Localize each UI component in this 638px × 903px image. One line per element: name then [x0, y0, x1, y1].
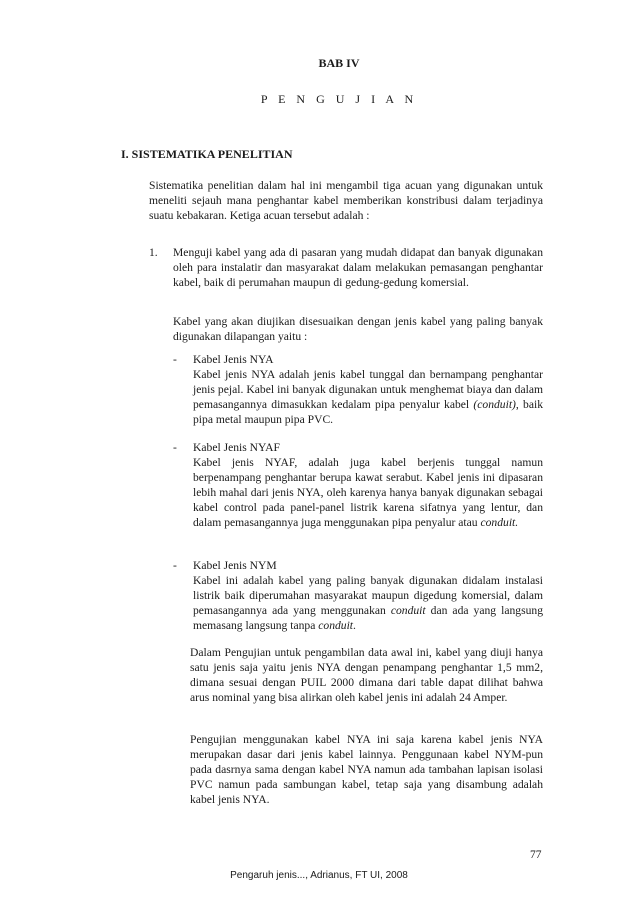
cable-title: Kabel Jenis NYA: [193, 353, 274, 366]
test-paragraph: Dalam Pengujian untuk pengambilan data awal ini, kabel yang diuji hanya satu jenis saja yaitu jenis NYA dengan penampang penghantar 1,5 mm2, dimana sesuai dengan PUIL 2000 dimana dari table dapat dilihat bahwa arus nominal yang bisa alirkan oleh kabel jenis ini adalah 24 Amper.: [190, 646, 543, 704]
cable-item-nym: [193, 558, 543, 633]
list-dash: -: [173, 441, 177, 454]
cable-description: Kabel jenis NYA adalah jenis kabel tunggal dan bernampang penghantar jenis pejal. Kabel ini banyak digunakan untuk menghemat biaya dan dalam pemasangannya dimasukkan kedalam pipa penyalur kabel (conduit), baik pipa metal maupun pipa PVC.: [193, 368, 544, 426]
cable-item-nyaf: [193, 440, 543, 530]
page-footer: Pengaruh jenis..., Adrianus, FT UI, 2008: [230, 870, 408, 881]
page-number: 77: [530, 849, 542, 861]
item-number: 1.: [149, 246, 158, 259]
section-title: I. SISTEMATIKA PENELITIAN: [121, 147, 293, 161]
intro-paragraph: Sistematika penelitian dalam hal ini mengambil tiga acuan yang digunakan untuk meneliti sejauh mana penghantar kabel memberikan konstribusi dalam terjadinya suatu kebakaran. Ketiga acuan tersebut adalah :: [149, 179, 543, 222]
item-text-continued: Kabel yang akan diujikan disesuaikan dengan jenis kabel yang paling banyak digunakan dilapangan yaitu :: [173, 315, 543, 343]
list-dash: -: [173, 353, 177, 366]
item-text: Menguji kabel yang ada di pasaran yang mudah didapat dan banyak digunakan oleh para instalatir dan masyarakat dalam melakukan pemasangan penghantar kabel, baik di perumahan maupun di gedung-gedung komersial.: [173, 246, 543, 289]
cable-description: Kabel jenis NYAF, adalah juga kabel berjenis tunggal namun berpenampang penghantar berupa kawat serabut. Kabel jenis ini dipasaran lebih mahal dari jenis NYA, oleh karenya hanya banyak digunakan sebagai kabel control pada panel-panel listrik karena sifatnya yang lentur, dan dalam pemasangannya juga menggunakan pipa penyalur atau conduit.: [193, 456, 543, 529]
cable-item-nya: [193, 352, 543, 427]
chapter-number: BAB IV: [318, 56, 360, 70]
chapter-title: P E N G U J I A N: [260, 92, 418, 106]
cable-title: Kabel Jenis NYAF: [193, 441, 280, 454]
list-dash: -: [173, 559, 177, 572]
reason-paragraph: Pengujian menggunakan kabel NYA ini saja karena kabel jenis NYA merupakan dasar dari jenis kabel lainnya. Penggunaan kabel NYM-pun pada dasrnya sama dengan kabel NYA namun ada tambahan lapisan isolasi PVC namun pada sambungan kabel, tetap saja yang disambung adalah kabel jenis NYA.: [190, 733, 543, 806]
cable-title: Kabel Jenis NYM: [193, 559, 277, 572]
cable-description: Kabel ini adalah kabel yang paling banyak digunakan didalam instalasi listrik baik diperumahan masyarakat maupun digedung komersial, dalam pemasangannya ada yang menggunakan conduit dan ada yang langsung memasang langsung tanpa conduit.: [193, 574, 543, 632]
